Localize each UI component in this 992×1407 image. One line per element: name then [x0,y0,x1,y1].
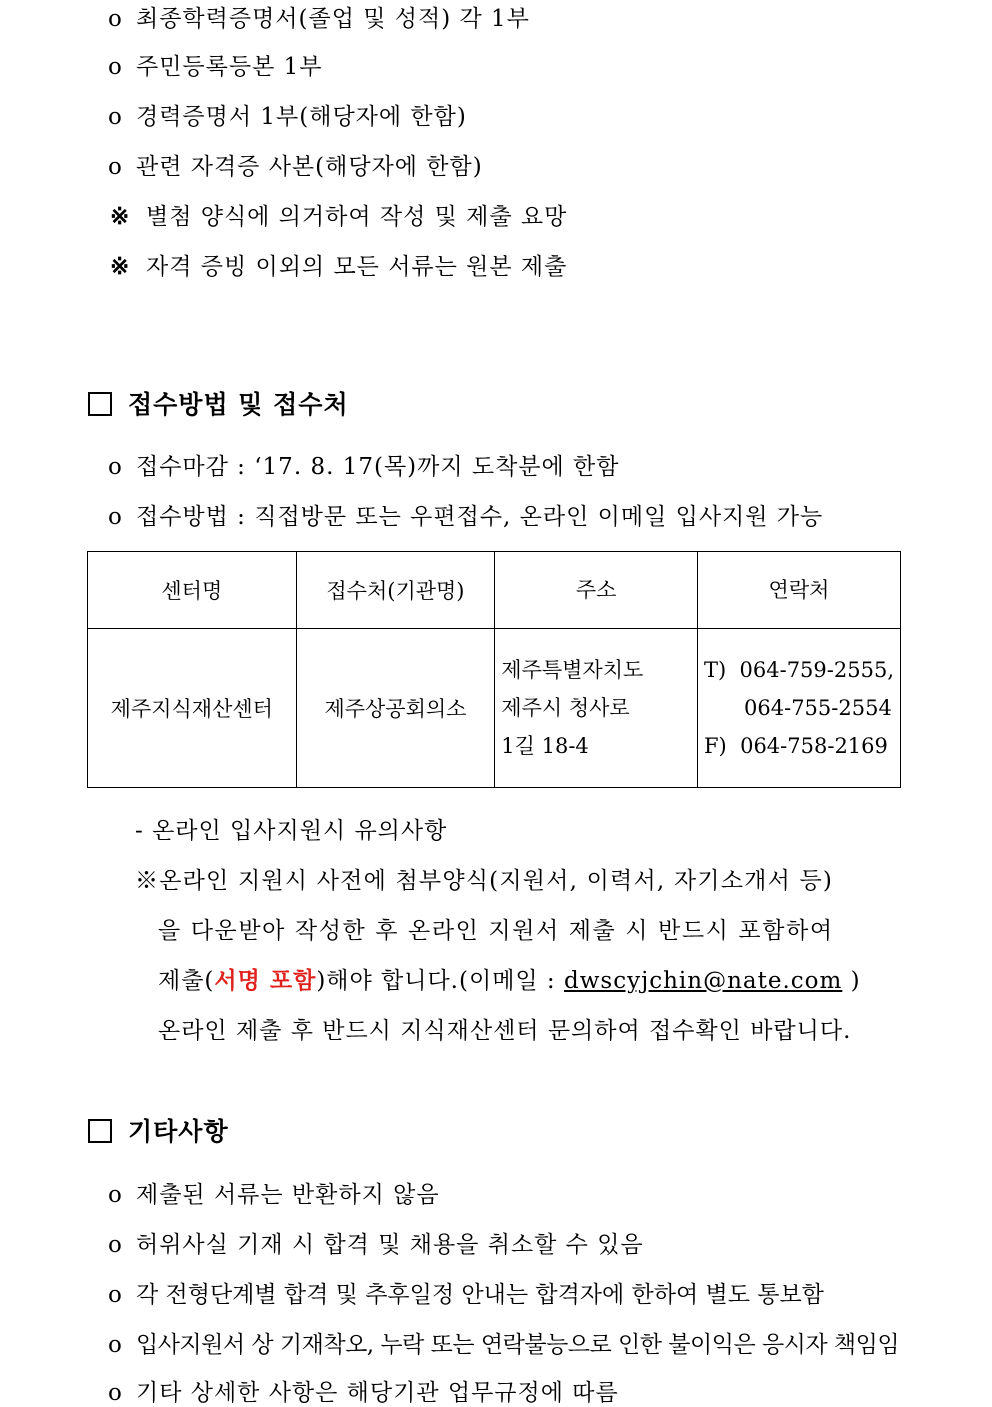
contact-cell: T) 064-759-2555, 064-755-2554 F) 064-758-2169 [697,629,900,788]
list-item: o 주민등록등본 1부 [108,54,323,80]
list-item: o 접수방법 : 직접방문 또는 우편접수, 온라인 이메일 입사지원 가능 [108,504,824,530]
address-cell: 제주특별자치도 제주시 청사로 1길 18-4 [495,629,698,788]
table-row [88,629,901,788]
table-header-row [88,552,901,629]
org-name-cell: 제주상공회의소 [296,629,495,788]
section-title-reception: 접수방법 및 접수처 [88,385,349,421]
list-item: o 각 전형단계별 합격 및 추후일정 안내는 합격자에 한하여 별도 통보함 [108,1282,824,1308]
checkbox-square-icon [88,1119,112,1143]
table-header: 센터명 [88,552,297,629]
section-title-etc: 기타사항 [88,1112,229,1148]
online-note-line: 온라인 제출 후 반드시 지식재산센터 문의하여 접수확인 바랍니다. [158,1018,852,1044]
table-header: 접수처(기관명) [296,552,495,629]
list-item: o 허위사실 기재 시 합격 및 채용을 취소할 수 있음 [108,1232,644,1258]
online-note-line: 을 다운받아 작성한 후 온라인 지원서 제출 시 반드시 포함하여 [158,918,834,944]
list-item: o 경력증명서 1부(해당자에 한함) [108,104,467,130]
reception-table [87,551,901,788]
online-note-line: ※온라인 지원시 사전에 첨부양식(지원서, 이력서, 자기소개서 등) [135,868,834,894]
list-item: o 입사지원서 상 기재착오, 누락 또는 연락불능으로 인한 불이익은 응시자 책임임 [108,1332,900,1358]
table-header: 주소 [495,552,698,629]
online-note-title: - 온라인 입사지원시 유의사항 [135,818,448,844]
list-item: o 제출된 서류는 반환하지 않음 [108,1182,440,1208]
online-note-line: 제출(서명 포함)해야 합니다.(이메일 : dwscyjchin@nate.com ) [158,967,861,994]
list-item: o 접수마감 : ‘17. 8. 17(목)까지 도착분에 한함 [108,454,620,480]
table-header: 연락처 [697,552,900,629]
email-link[interactable]: dwscyjchin@nate.com [564,968,843,994]
checkbox-square-icon [88,392,112,416]
note-item: ※ 자격 증빙 이외의 모든 서류는 원본 제출 [110,253,568,280]
list-item: o 관련 자격증 사본(해당자에 한함) [108,154,483,180]
list-item: o 최종학력증명서(졸업 및 성적) 각 1부 [108,6,530,32]
center-name-cell: 제주지식재산센터 [88,629,297,788]
list-item: o 기타 상세한 사항은 해당기관 업무규정에 따름 [108,1380,619,1406]
note-item: ※ 별첨 양식에 의거하여 작성 및 제출 요망 [110,203,568,230]
signature-required-highlight: 서명 포함 [214,967,317,994]
